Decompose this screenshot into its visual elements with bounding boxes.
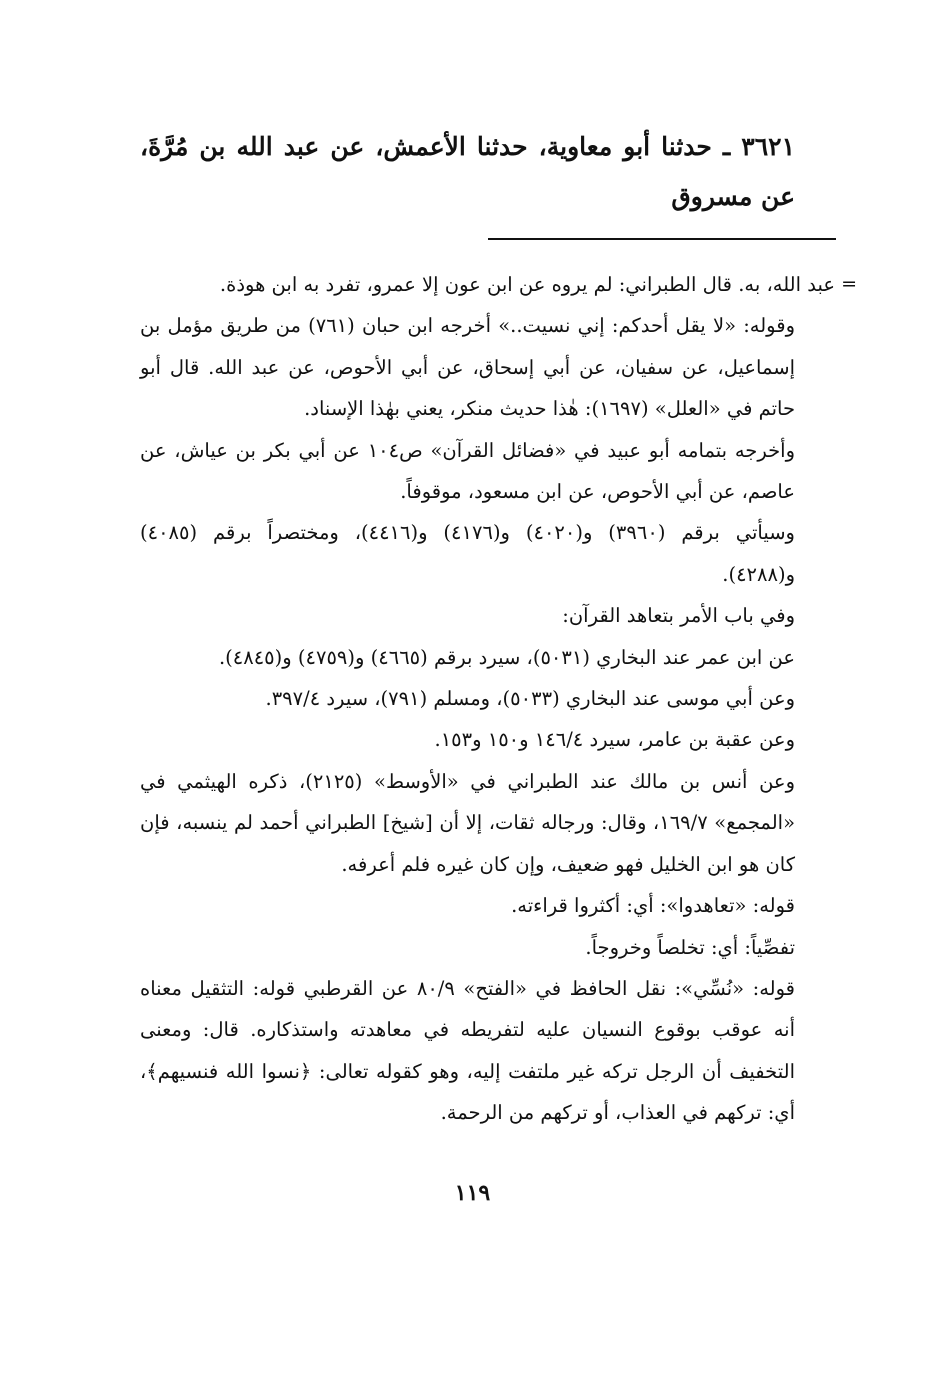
footnote-paragraph: وفي باب الأمر بتعاهد القرآن: [562, 604, 795, 628]
footnote-paragraph: وعن عقبة بن عامر، سيرد ١٤٦/٤ و١٥٠ و١٥٣. [434, 728, 795, 752]
footnote-paragraph: قوله: «نُسِّي»: نقل الحافظ في «الفتح» ٨٠/٩ عن القرطبي قوله: التثقيل معناه أنه عوقب بوقوع النسيان عليه لتفريطه في معاهدته واستذكاره. قال: ومعنى التخفيف أن الرجل تركه غير ملتفت إليه، وهو كقوله تعالى: ﴿نسوا الله فنسيهم﴾، أي: تركهم في العذاب، أو تركهم من الرحمة. [140, 976, 796, 1125]
footnote-paragraph: قوله: «تعاهدوا»: أي: أكثروا قراءته. [511, 894, 795, 918]
footnote-paragraph: وقوله: «لا يقل أحدكم: إني نسيت..» أخرجه ابن حبان (٧٦١) من طريق مؤمل بن إسماعيل، عن سفيان، عن أبي إسحاق، عن أبي الأحوص، عن عبد الله. قال أبو حاتم في «العلل» (١٦٩٧): هٰذا حديث منكر، يعني بهٰذا الإسناد. [140, 314, 795, 421]
footnote-paragraph: وعن أنس بن مالك عند الطبراني في «الأوسط» (٢١٢٥)، ذكره الهيثمي في «المجمع» ١٦٩/٧، وقال: ورجاله ثقات، إلا أن [شيخ] الطبراني أحمد لم ينسبه، فإن كان هو ابن الخليل فهو ضعيف، وإن كان غيره فلم أعرفه. [140, 769, 795, 876]
footnote-paragraph: وعن أبي موسى عند البخاري (٥٠٣٣)، ومسلم (٧٩١)، سيرد ٣٩٧/٤. [265, 687, 795, 711]
footnote-paragraph: عن ابن عمر عند البخاري (٥٠٣١)، سيرد برقم (٤٦٦٥) و(٤٧٥٩) و(٤٨٤٥). [218, 645, 795, 669]
footnote-paragraph: وأخرجه بتمامه أبو عبيد في «فضائل القرآن» ص١٠٤ عن أبي بكر بن عياش، عن عاصم، عن أبي الأحوص، عن ابن مسعود، موقوفاً. [140, 438, 795, 504]
footnotes [140, 264, 857, 1134]
page-number: ١١٩ [454, 1180, 491, 1206]
footnote-separator [488, 238, 836, 240]
footnote-paragraph: وسيأتي برقم (٣٩٦٠) و(٤٠٢٠) و(٤١٧٦) و(٤٤١٦)، ومختصراً برقم (٤٠٨٥) و(٤٢٨٨). [140, 521, 795, 586]
footnote-paragraph [140, 264, 857, 305]
hadith-text: ٣٦٢١ ـ حدثنا أبو معاوية، حدثنا الأعمش، عن عبد الله بن مُرَّةَ، عن مسروق [140, 132, 795, 211]
continuation-mark: = [841, 273, 857, 295]
footnote-text: عبد الله، به. قال الطبراني: لم يروه عن ابن عون إلا عمرو، تفرد به ابن هوذة. [219, 273, 835, 296]
footnote-paragraph: تفصِّياً: أي: تخلصاً وخروجاً. [585, 935, 795, 959]
